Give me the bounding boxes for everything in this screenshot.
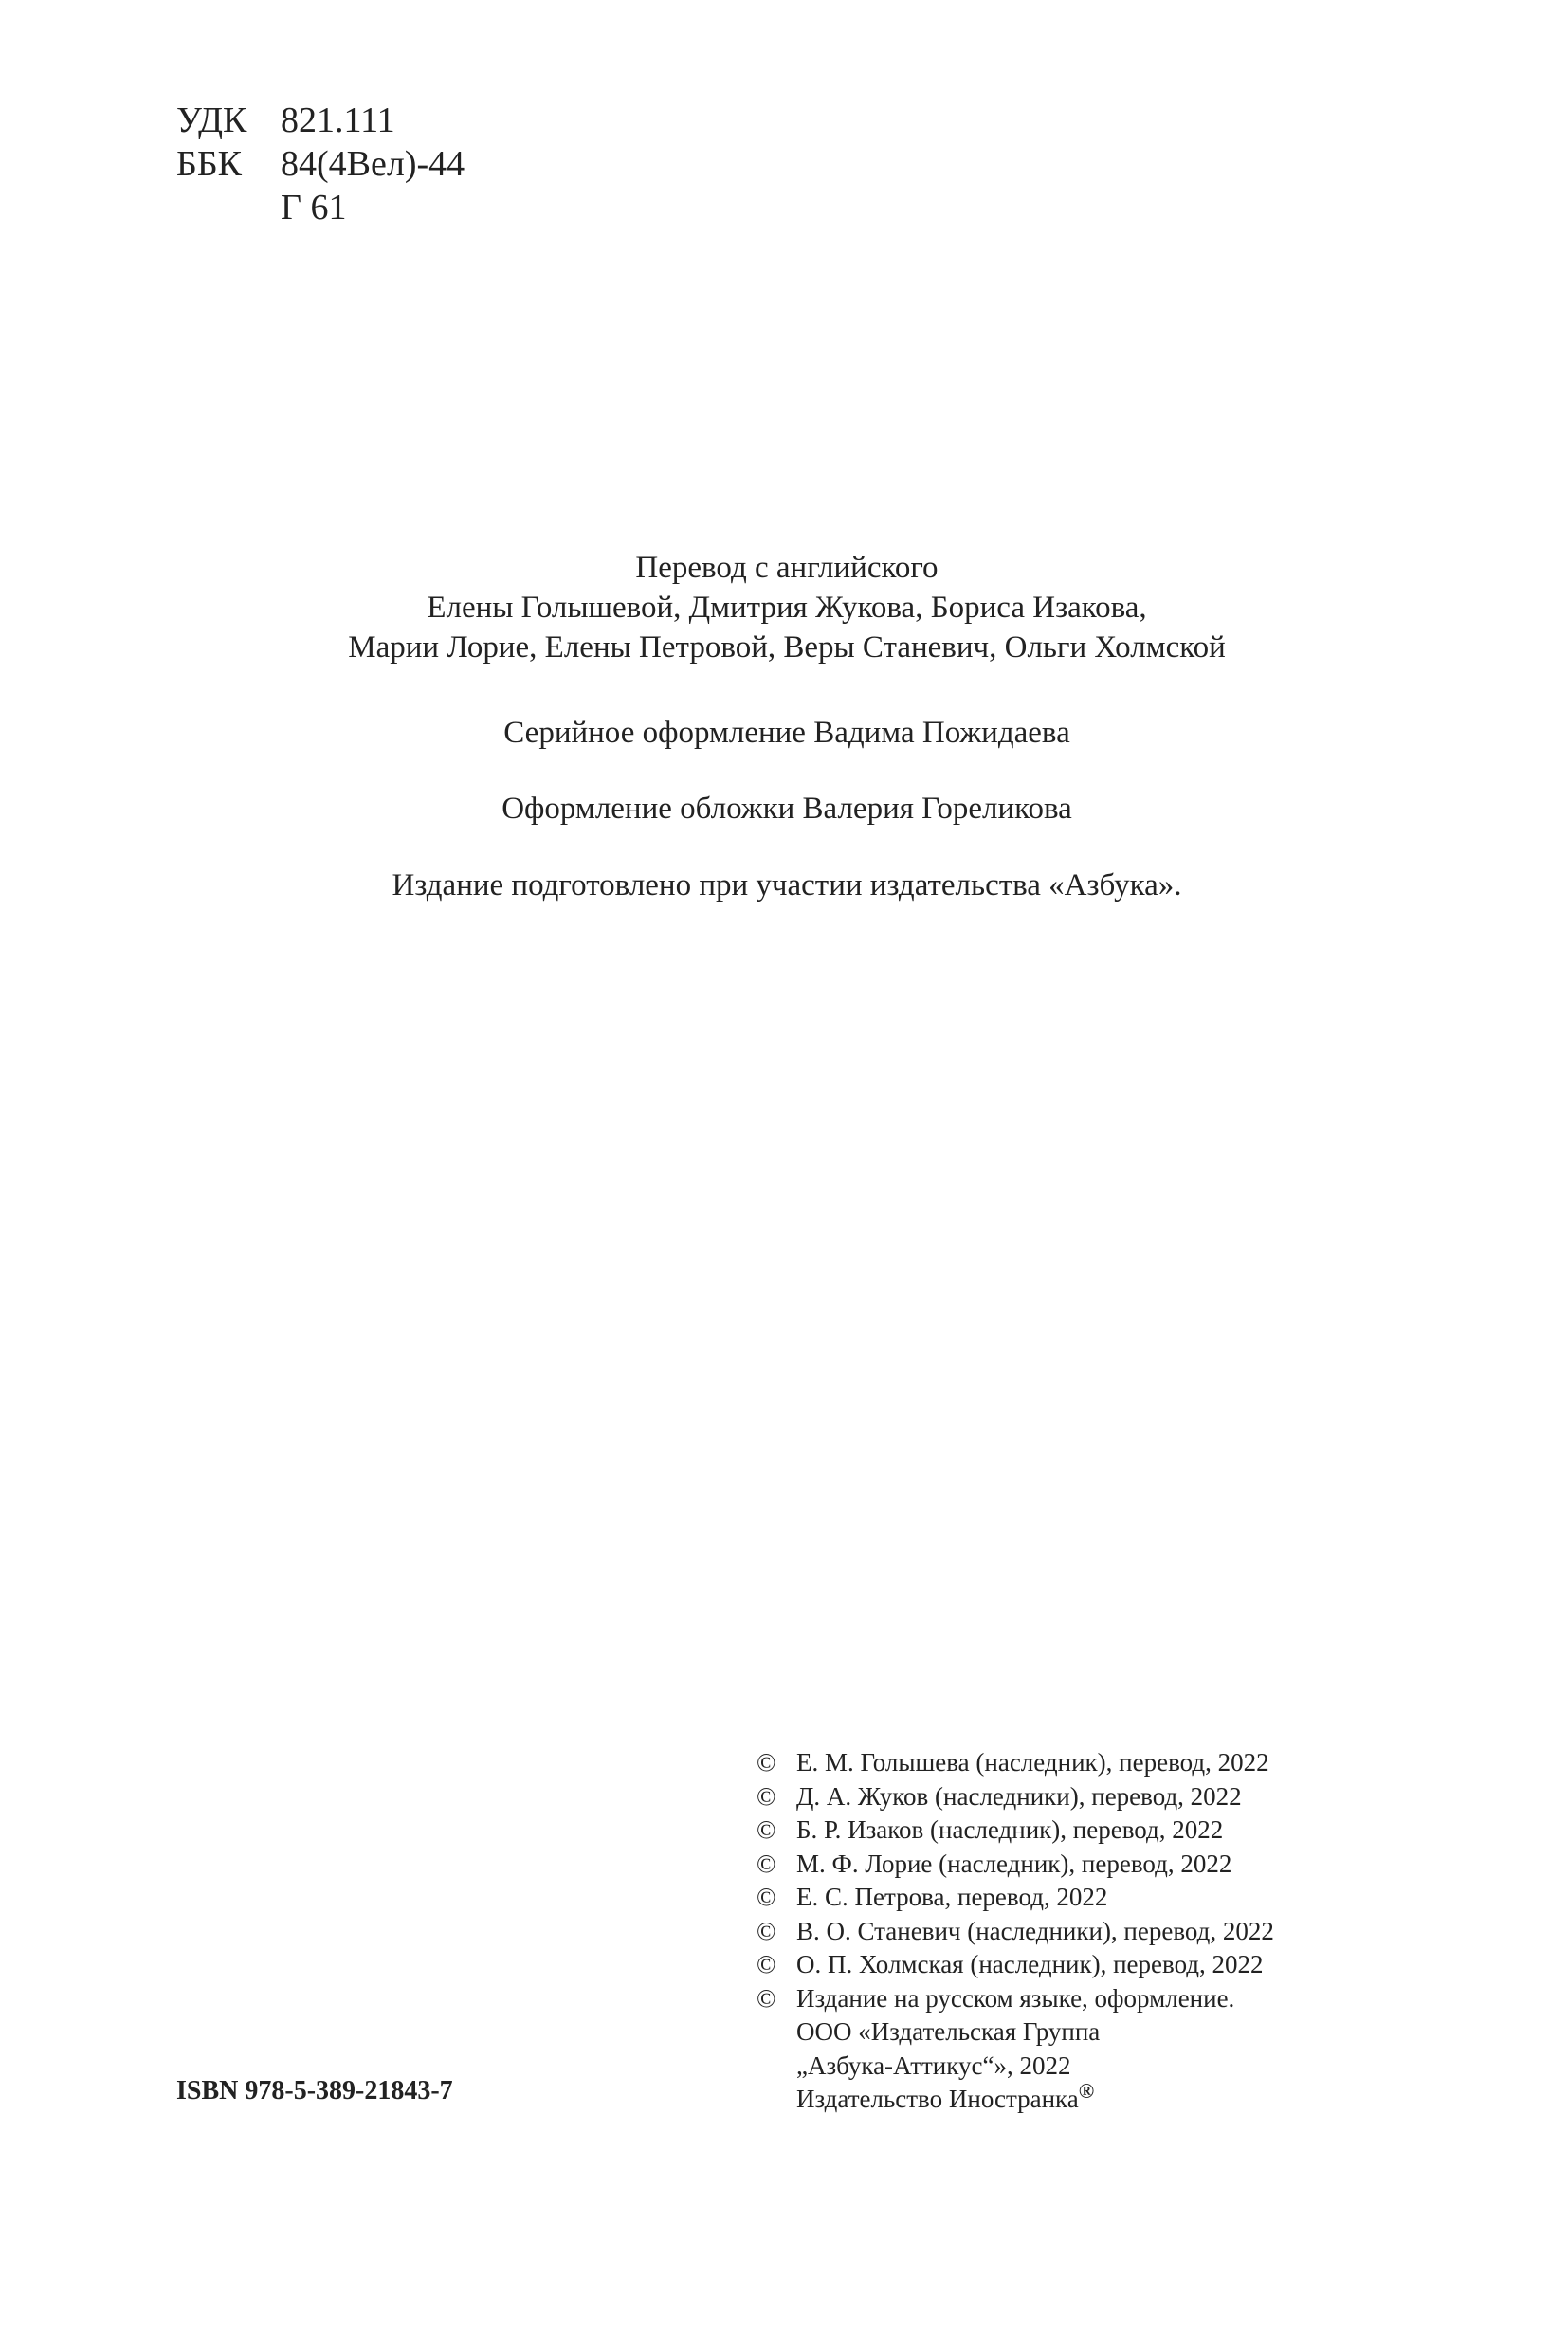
copyright-icon: © <box>757 1781 776 1811</box>
translators-line-1: Елены Голышевой, Дмитрия Жукова, Бориса Изакова, <box>427 591 1147 625</box>
publisher-line-1: ООО «Издательская Группа <box>796 2017 1101 2046</box>
cover-design-text: Оформление обложки Валерия Гореликова <box>501 792 1072 826</box>
copyright-line <box>757 1881 1274 1915</box>
series-design-credit <box>171 713 1403 753</box>
copyright-text: Б. Р. Изаков (наследник), перевод, 2022 <box>796 1815 1224 1844</box>
registered-mark-icon: ® <box>1078 2079 1095 2103</box>
copyright-line <box>757 1746 1274 1780</box>
copyright-text: Е. М. Голышева (наследник), перевод, 2022 <box>796 1748 1269 1777</box>
udk-row <box>176 99 465 142</box>
imprint-name: Издательство Иностранка <box>796 2085 1079 2113</box>
udk-value: 821.111 <box>281 100 395 140</box>
udk-label: УДК <box>176 100 247 140</box>
author-sign <box>176 186 465 229</box>
bbk-row <box>176 142 465 186</box>
author-sign-value: Г 61 <box>281 188 347 228</box>
publisher-line-2: „Азбука-Аттикус“», 2022 <box>796 2050 1071 2080</box>
copyright-line <box>757 1948 1274 1982</box>
copyright-icon: © <box>757 1883 776 1911</box>
translators-line-2: Марии Лорие, Елены Петровой, Веры Станевич, Ольги Холмской <box>348 630 1226 665</box>
imprint-line <box>757 2079 1274 2117</box>
copyright-text: В. О. Станевич (наследники), перевод, 2022 <box>796 1916 1274 1945</box>
isbn: ISBN 978-5-389-21843-7 <box>176 2076 453 2105</box>
cover-design-credit <box>171 789 1403 829</box>
copyright-icon: © <box>757 1950 776 1978</box>
copyright-line <box>757 1915 1274 1949</box>
bbk-label: ББК <box>176 144 242 184</box>
copyright-block <box>757 1746 1274 2117</box>
copyright-icon: © <box>757 1916 776 1945</box>
copyright-line <box>757 1848 1274 1882</box>
edition-note-text: Издание подготовлено при участии издательства «Азбука». <box>392 868 1182 902</box>
copyright-line <box>757 1813 1274 1848</box>
copyright-icon: © <box>757 1815 776 1844</box>
translation-credits <box>171 548 1403 667</box>
translation-heading: Перевод с английского <box>635 551 939 585</box>
copyright-line <box>757 1780 1274 1814</box>
classification-block <box>176 99 465 229</box>
copyright-text: О. П. Холмская (наследник), перевод, 2022 <box>796 1950 1264 1978</box>
series-design-text: Серийное оформление Вадима Пожидаева <box>503 716 1070 750</box>
copyright-text: Издание на русском языке, оформление. <box>796 1983 1235 2013</box>
copyright-text: Д. А. Жуков (наследники), перевод, 2022 <box>796 1781 1242 1811</box>
copyright-icon: © <box>757 1983 776 2013</box>
copyright-line <box>757 1982 1274 2016</box>
copyright-icon: © <box>757 1748 776 1777</box>
bbk-value: 84(4Вел)-44 <box>281 144 465 184</box>
edition-note <box>171 866 1403 905</box>
copyright-icon: © <box>757 1849 776 1878</box>
copyright-text: Е. С. Петрова, перевод, 2022 <box>796 1883 1108 1911</box>
copyright-text: М. Ф. Лорие (наследник), перевод, 2022 <box>796 1849 1232 1878</box>
